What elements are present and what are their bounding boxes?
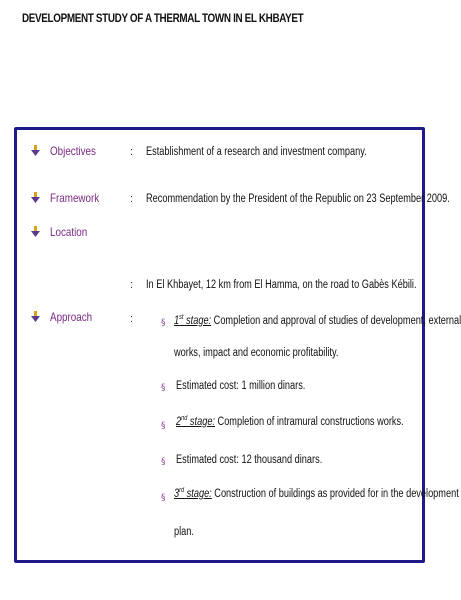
section-mark-icon: § xyxy=(161,457,166,467)
arrow-bullet-icon xyxy=(31,226,41,238)
stage-2-line xyxy=(176,415,404,428)
cost-1: Estimated cost: 1 million dinars. xyxy=(176,380,306,392)
colon: : xyxy=(130,193,134,205)
label-framework: Framework xyxy=(50,191,100,205)
value-framework: Recommendation by the President of the Republic on 23 September 2009. xyxy=(146,193,450,205)
section-mark-icon: § xyxy=(161,318,166,328)
section-mark-icon: § xyxy=(161,383,166,393)
stage-1-text-cont: works, impact and economic profitability. xyxy=(174,347,339,359)
arrow-bullet-icon xyxy=(31,192,41,204)
colon: : xyxy=(130,279,134,291)
stage-2-text: Completion of intramural constructions works. xyxy=(217,415,404,428)
colon: : xyxy=(130,146,134,158)
stage-2-label: 2nd stage: xyxy=(176,415,215,428)
section-mark-icon: § xyxy=(161,421,166,431)
stage-3-text-cont: plan. xyxy=(174,526,194,538)
arrow-bullet-icon xyxy=(31,145,41,157)
colon: : xyxy=(130,313,134,325)
stage-3-label: 3rd stage: xyxy=(174,487,212,500)
stage-1-label: 1st stage: xyxy=(174,314,212,327)
label-approach: Approach xyxy=(50,310,93,324)
stage-1-line xyxy=(174,314,461,327)
section-mark-icon: § xyxy=(161,493,166,503)
page-title: DEVELOPMENT STUDY OF A THERMAL TOWN IN EL KHBAYET xyxy=(22,13,304,25)
stage-3-text: Construction of buildings as provided for in the development xyxy=(214,487,459,500)
stage-3-line xyxy=(174,487,459,500)
value-objectives: Establishment of a research and investment company. xyxy=(146,146,367,158)
arrow-bullet-icon xyxy=(31,311,41,323)
stage-1-text: Completion and approval of studies of development, external xyxy=(213,314,461,327)
label-objectives: Objectives xyxy=(50,144,96,158)
label-location: Location xyxy=(50,225,88,239)
value-location: In El Khbayet, 12 km from El Hamma, on the road to Gabès Kébili. xyxy=(146,279,417,291)
cost-2: Estimated cost: 12 thousand dinars. xyxy=(176,454,323,466)
